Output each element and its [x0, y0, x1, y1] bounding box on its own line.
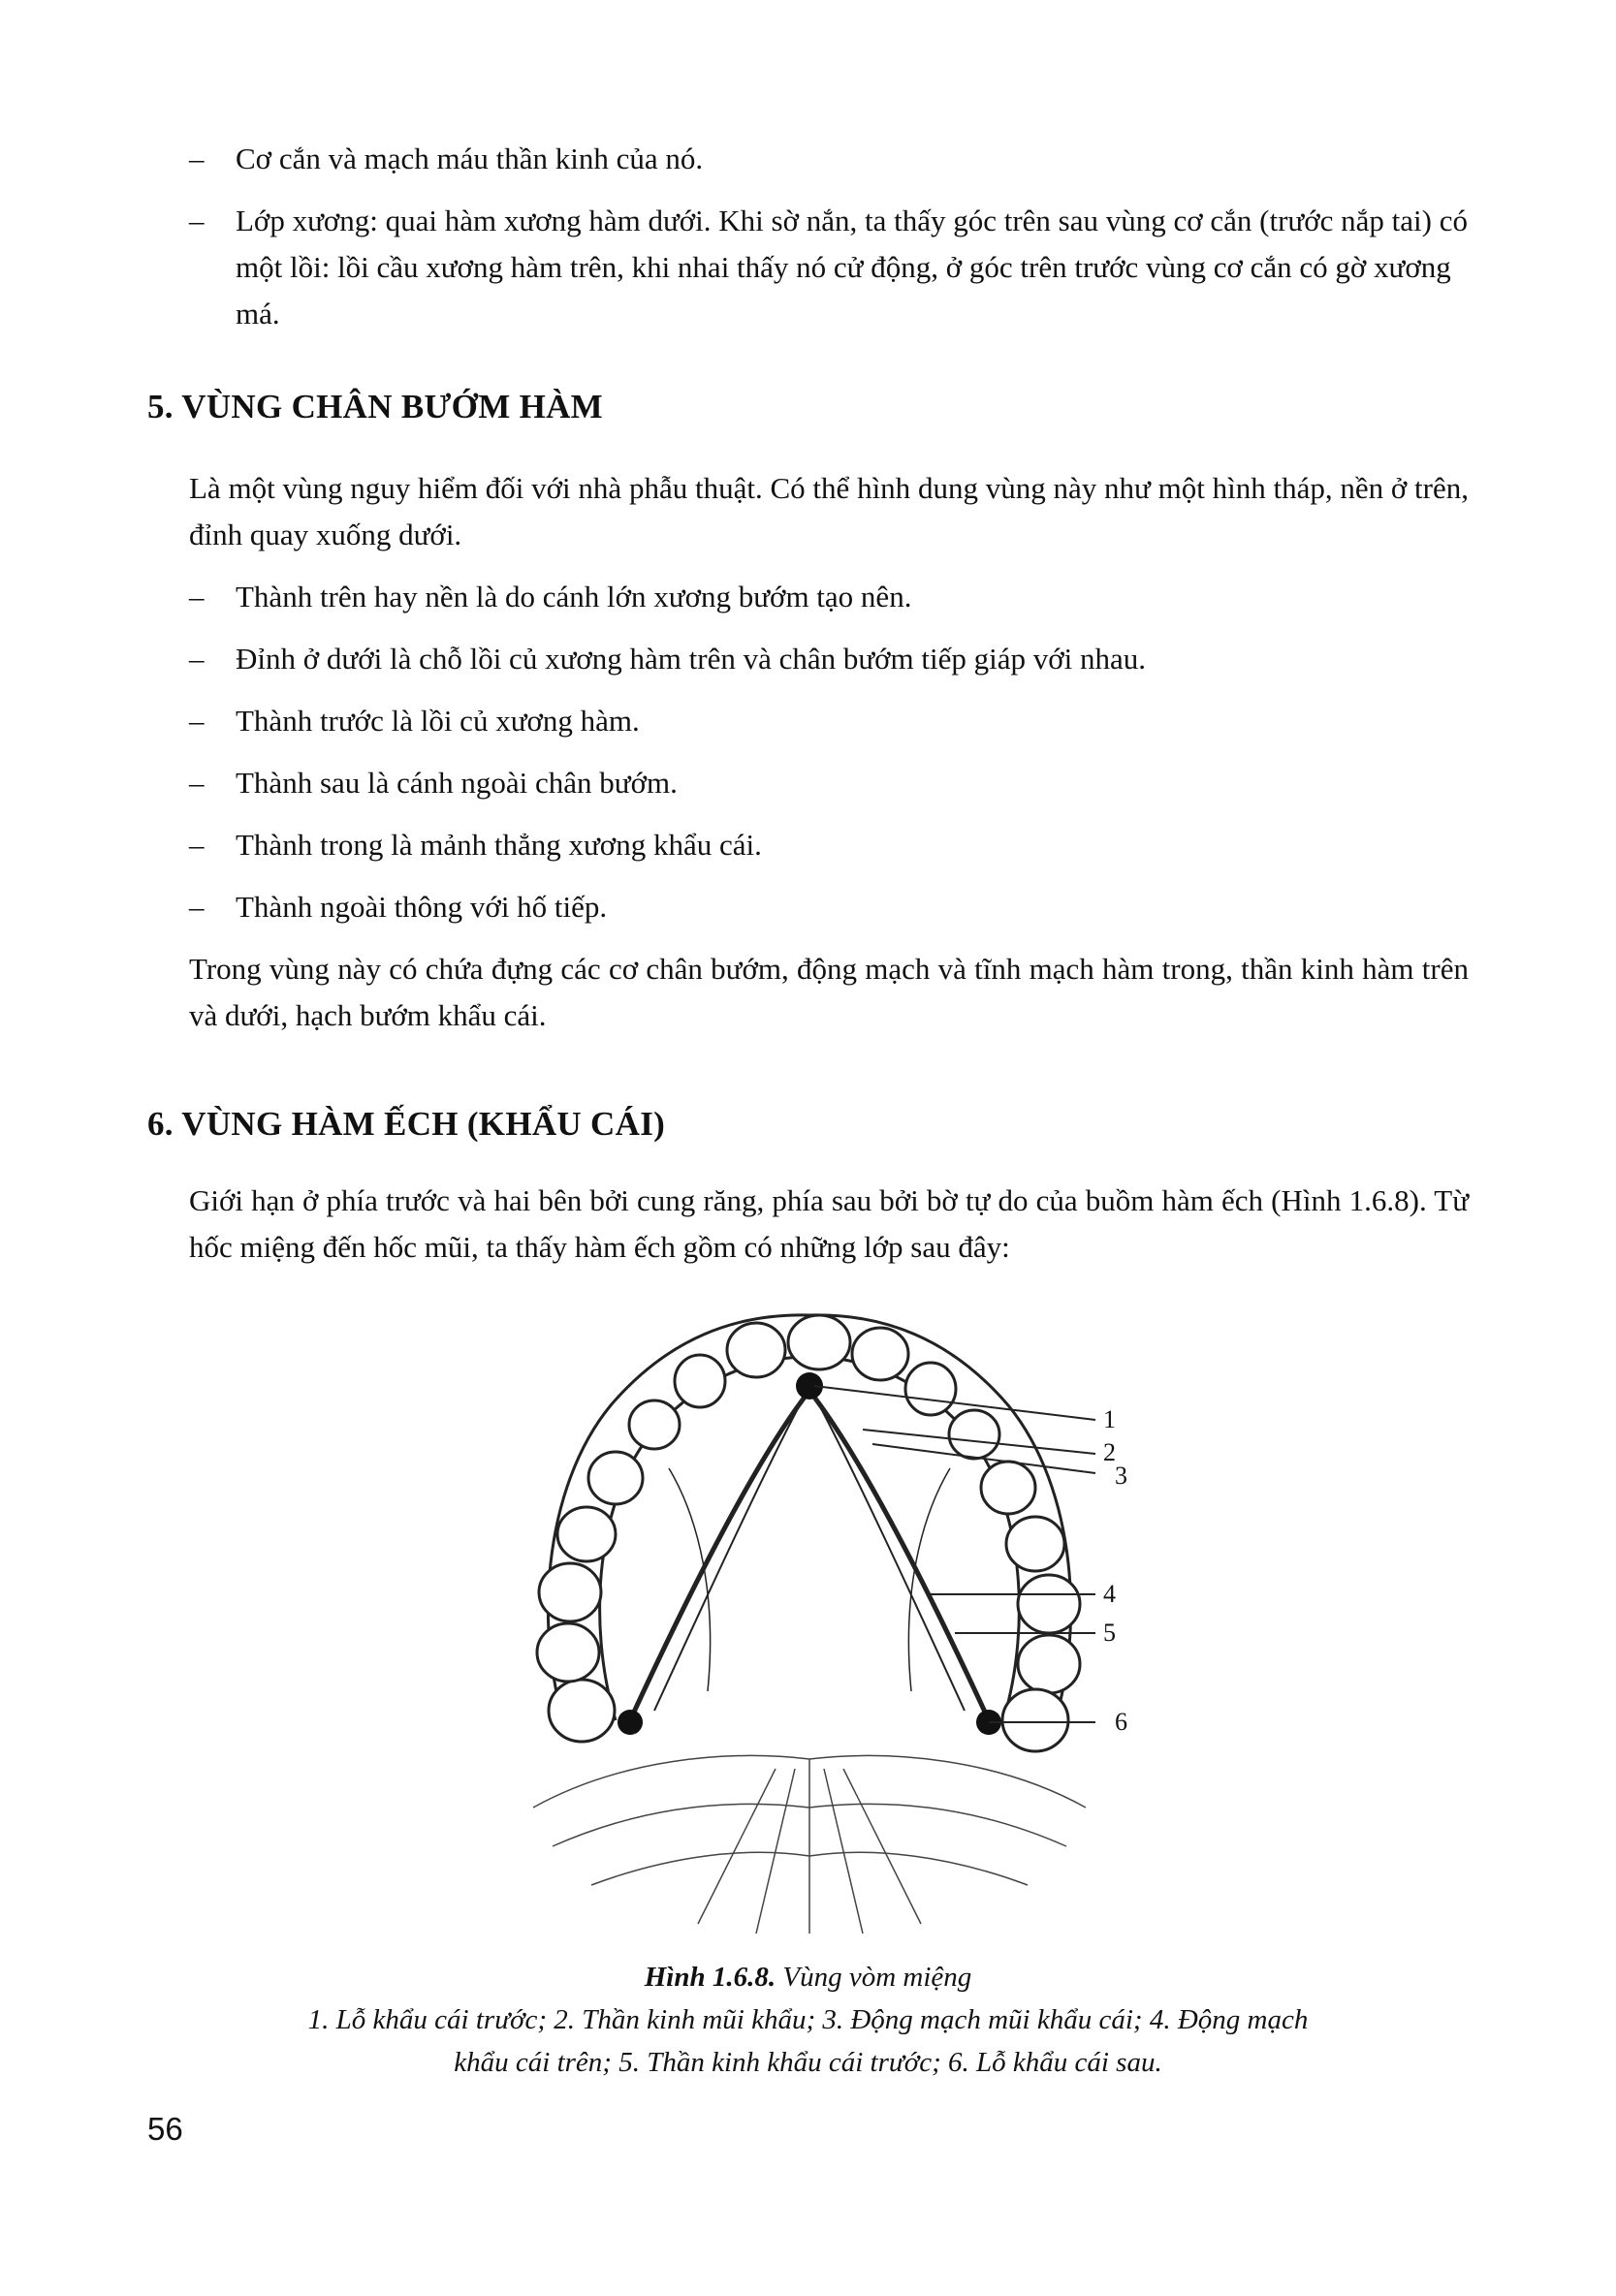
palate-illustration	[475, 1304, 1144, 1953]
figure-label-2: 2	[1103, 1438, 1116, 1466]
soft-palate	[533, 1756, 1086, 1934]
section-5-closing: Trong vùng này có chứa đựng các cơ chân bướm, động mạch và tĩnh mạch hàm trong, thần kinh hàm trên và dưới, hạch bướm khẩu cái.	[189, 952, 1469, 1032]
bullet-dash: –	[189, 642, 205, 676]
bullet-item	[189, 760, 1469, 806]
bullet-item	[189, 698, 1469, 744]
bullet-text: Thành trên hay nền là do cánh lớn xương bướm tạo nên.	[236, 580, 912, 613]
intro-bullet-list	[189, 136, 1469, 353]
figure-label-1: 1	[1103, 1405, 1116, 1433]
bullet-text: Thành ngoài thông với hố tiếp.	[236, 890, 608, 924]
bullet-item	[189, 574, 1469, 620]
bullet-text: Cơ cắn và mạch máu thần kinh của nó.	[236, 142, 704, 175]
page-number: 56	[147, 2111, 183, 2147]
bullet-dash: –	[189, 142, 205, 175]
bullet-dash: –	[189, 766, 205, 800]
section-5-heading: 5. VÙNG CHÂN BƯỚM HÀM	[147, 388, 604, 425]
bullet-text: Lớp xương: quai hàm xương hàm dưới. Khi sờ nắn, ta thấy góc trên sau vùng cơ cắn (trước nắp tai) có một lồi: lồi cầu xương hàm trên, khi nhai thấy nó cử động, ở góc trên trước vùng cơ cắn có gờ xương má.	[236, 204, 1468, 330]
bullet-item	[189, 822, 1469, 868]
section-6-body	[189, 1178, 1469, 1286]
figure-label-6: 6	[1115, 1708, 1127, 1736]
bullet-dash: –	[189, 580, 205, 613]
section-5-intro: Là một vùng nguy hiểm đối với nhà phẫu thuật. Có thể hình dung vùng này như một hình tháp, nền ở trên, đỉnh quay xuống dưới.	[189, 471, 1469, 551]
caption-title-line	[145, 1956, 1471, 1998]
palatal-vessels	[630, 1391, 989, 1720]
caption-legend-line-1: 1. Lỗ khẩu cái trước; 2. Thần kinh mũi khẩu; 3. Động mạch mũi khẩu cái; 4. Động mạch	[307, 2004, 1309, 2035]
bullet-item	[189, 636, 1469, 682]
figure-label-4: 4	[1103, 1580, 1116, 1608]
bullet-dash: –	[189, 704, 205, 738]
bullet-text: Thành sau là cánh ngoài chân bướm.	[236, 766, 678, 800]
bullet-text: Thành trong là mảnh thẳng xương khẩu cái.	[236, 828, 762, 862]
caption-legend-line-2: khẩu cái trên; 5. Thần kinh khẩu cái trước; 6. Lỗ khẩu cái sau.	[454, 2047, 1162, 2078]
bullet-text: Đỉnh ở dưới là chỗ lồi củ xương hàm trên và chân bướm tiếp giáp với nhau.	[236, 642, 1147, 676]
section-5-body	[189, 465, 1469, 1054]
bullet-item	[189, 198, 1469, 337]
figure-caption	[145, 1956, 1471, 2084]
section-6-heading: 6. VÙNG HÀM ẾCH (KHẨU CÁI)	[147, 1105, 666, 1143]
bullet-item	[189, 884, 1469, 930]
bullet-text: Thành trước là lồi củ xương hàm.	[236, 704, 640, 738]
section-6-intro: Giới hạn ở phía trước và hai bên bởi cung răng, phía sau bởi bờ tự do của buồm hàm ếch (Hình 1.6.8). Từ hốc miệng đến hốc mũi, ta thấy hàm ếch gồm có những lớp sau đây:	[189, 1183, 1469, 1264]
figure-label-5: 5	[1103, 1619, 1116, 1647]
posterior-foramen-left	[618, 1710, 643, 1735]
caption-title: Vùng vòm miệng	[782, 1962, 972, 1993]
figure-label-3: 3	[1115, 1462, 1127, 1490]
bullet-item	[189, 136, 1469, 182]
bullet-dash: –	[189, 828, 205, 862]
caption-figure-number: Hình 1.6.8.	[644, 1962, 776, 1993]
bullet-dash: –	[189, 204, 205, 237]
bullet-dash: –	[189, 890, 205, 924]
